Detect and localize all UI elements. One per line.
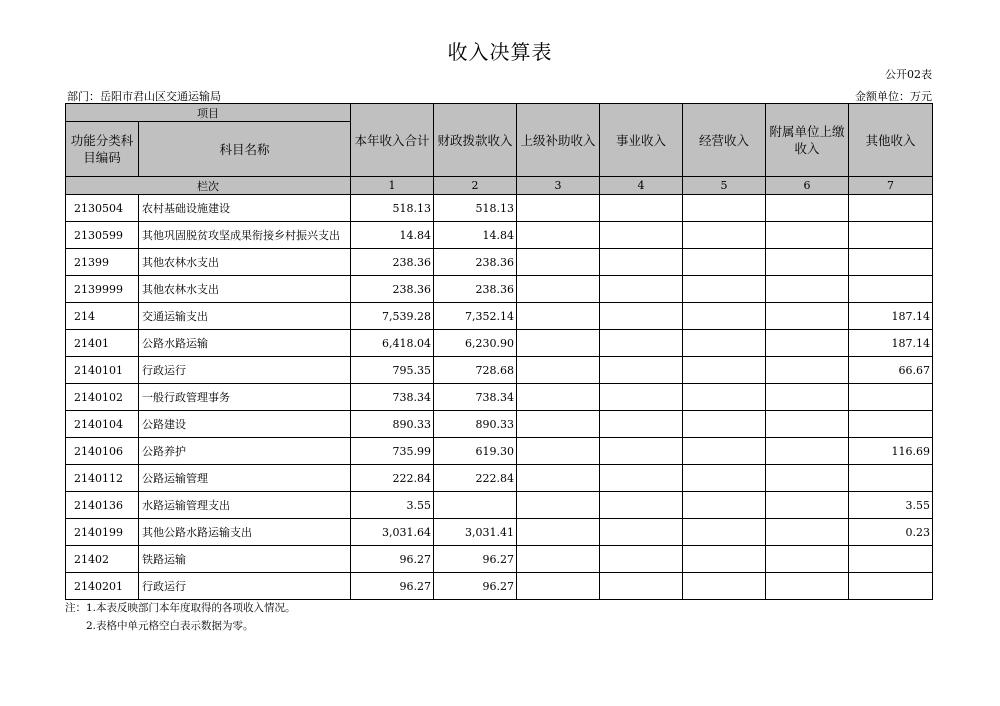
row-value — [683, 438, 766, 465]
row-name: 一般行政管理事务 — [139, 384, 351, 411]
row-code: 2140101 — [66, 357, 139, 384]
row-value — [849, 195, 933, 222]
header-name: 科目名称 — [139, 122, 351, 177]
row-value — [600, 330, 683, 357]
row-value: 187.14 — [849, 303, 933, 330]
row-value — [600, 519, 683, 546]
row-value: 6,418.04 — [351, 330, 434, 357]
row-value: 738.34 — [351, 384, 434, 411]
row-code: 2140199 — [66, 519, 139, 546]
row-value — [683, 411, 766, 438]
col-number: 2 — [434, 177, 517, 195]
row-value: 3,031.64 — [351, 519, 434, 546]
row-code: 2139999 — [66, 276, 139, 303]
report-title: 收入决算表 — [447, 40, 553, 64]
row-value — [766, 303, 849, 330]
row-value — [766, 384, 849, 411]
col-number: 1 — [351, 177, 434, 195]
income-table — [65, 103, 933, 600]
row-value: 7,352.14 — [434, 303, 517, 330]
row-value — [600, 465, 683, 492]
row-value — [766, 546, 849, 573]
row-value — [766, 330, 849, 357]
row-code: 2130504 — [66, 195, 139, 222]
row-value: 0.23 — [849, 519, 933, 546]
table-row — [66, 384, 933, 411]
table-row — [66, 357, 933, 384]
row-value — [600, 357, 683, 384]
row-value — [683, 465, 766, 492]
row-value — [849, 573, 933, 600]
row-value — [766, 438, 849, 465]
row-value — [517, 384, 600, 411]
row-value — [683, 276, 766, 303]
table-row — [66, 492, 933, 519]
col-header-3: 上级补助收入 — [517, 104, 600, 177]
row-value: 518.13 — [434, 195, 517, 222]
row-value — [683, 573, 766, 600]
table-row — [66, 573, 933, 600]
row-name: 其他农林水支出 — [139, 249, 351, 276]
col-header-6: 附属单位上缴收入 — [766, 104, 849, 177]
row-value — [766, 411, 849, 438]
row-value — [766, 573, 849, 600]
row-value — [683, 546, 766, 573]
table-row — [66, 195, 933, 222]
row-value — [766, 276, 849, 303]
row-value: 518.13 — [351, 195, 434, 222]
row-value — [600, 195, 683, 222]
row-value — [683, 303, 766, 330]
row-value — [517, 222, 600, 249]
col-number: 4 — [600, 177, 683, 195]
row-name: 行政运行 — [139, 573, 351, 600]
row-code: 21399 — [66, 249, 139, 276]
row-value: 14.84 — [351, 222, 434, 249]
col-number: 5 — [683, 177, 766, 195]
row-value — [766, 222, 849, 249]
row-value: 890.33 — [434, 411, 517, 438]
row-code: 2140136 — [66, 492, 139, 519]
note-1: 注：1.本表反映部门本年度取得的各项收入情况。 — [65, 602, 296, 614]
row-name: 公路养护 — [139, 438, 351, 465]
row-value: 96.27 — [434, 573, 517, 600]
row-name: 公路运输管理 — [139, 465, 351, 492]
row-code: 2140201 — [66, 573, 139, 600]
row-value: 222.84 — [434, 465, 517, 492]
row-value: 3.55 — [849, 492, 933, 519]
row-value: 795.35 — [351, 357, 434, 384]
row-value: 96.27 — [434, 546, 517, 573]
col-number: 3 — [517, 177, 600, 195]
row-value — [766, 519, 849, 546]
row-value — [517, 573, 600, 600]
table-row — [66, 330, 933, 357]
row-value — [849, 411, 933, 438]
col-header-5: 经营收入 — [683, 104, 766, 177]
row-value: 66.67 — [849, 357, 933, 384]
row-name: 其他巩固脱贫攻坚成果衔接乡村振兴支出 — [139, 222, 351, 249]
row-value — [600, 303, 683, 330]
table-row — [66, 303, 933, 330]
row-value: 14.84 — [434, 222, 517, 249]
row-value: 238.36 — [351, 276, 434, 303]
form-number: 公开02表 — [885, 68, 932, 81]
row-value — [849, 249, 933, 276]
row-value — [849, 276, 933, 303]
row-value — [683, 384, 766, 411]
row-value: 222.84 — [351, 465, 434, 492]
table-row — [66, 519, 933, 546]
department-label: 部门：岳阳市君山区交通运输局 — [67, 90, 221, 103]
row-value — [434, 492, 517, 519]
row-name: 公路水路运输 — [139, 330, 351, 357]
row-value — [517, 465, 600, 492]
row-value — [600, 276, 683, 303]
row-code: 2140112 — [66, 465, 139, 492]
row-code: 2130599 — [66, 222, 139, 249]
row-value: 890.33 — [351, 411, 434, 438]
row-value — [517, 546, 600, 573]
row-value: 3.55 — [351, 492, 434, 519]
row-value — [849, 222, 933, 249]
row-value: 3,031.41 — [434, 519, 517, 546]
col-header-4: 事业收入 — [600, 104, 683, 177]
row-value — [517, 330, 600, 357]
header-code: 功能分类科目编码 — [66, 122, 139, 177]
row-value — [766, 465, 849, 492]
col-header-1: 本年收入合计 — [351, 104, 434, 177]
row-value — [517, 303, 600, 330]
col-header-2: 财政拨款收入 — [434, 104, 517, 177]
row-value: 96.27 — [351, 546, 434, 573]
row-value: 6,230.90 — [434, 330, 517, 357]
row-name: 公路建设 — [139, 411, 351, 438]
row-name: 水路运输管理支出 — [139, 492, 351, 519]
row-value — [849, 546, 933, 573]
row-name: 其他公路水路运输支出 — [139, 519, 351, 546]
row-value — [683, 519, 766, 546]
row-value — [600, 573, 683, 600]
row-value — [766, 195, 849, 222]
col-number: 6 — [766, 177, 849, 195]
row-value: 238.36 — [434, 249, 517, 276]
row-value — [683, 330, 766, 357]
row-value: 238.36 — [434, 276, 517, 303]
row-value — [683, 492, 766, 519]
row-value — [517, 492, 600, 519]
footnotes — [65, 599, 296, 635]
row-name: 行政运行 — [139, 357, 351, 384]
row-value: 728.68 — [434, 357, 517, 384]
row-value — [517, 438, 600, 465]
row-value — [600, 438, 683, 465]
row-name: 铁路运输 — [139, 546, 351, 573]
row-value — [517, 249, 600, 276]
row-value — [849, 384, 933, 411]
header-item: 项目 — [66, 104, 351, 122]
row-code: 2140102 — [66, 384, 139, 411]
row-value — [517, 195, 600, 222]
row-index-label: 栏次 — [66, 177, 351, 195]
row-code: 21402 — [66, 546, 139, 573]
table-row — [66, 546, 933, 573]
row-value — [600, 492, 683, 519]
row-value: 738.34 — [434, 384, 517, 411]
row-code: 2140104 — [66, 411, 139, 438]
row-value — [600, 222, 683, 249]
row-value — [517, 519, 600, 546]
row-value: 238.36 — [351, 249, 434, 276]
row-value — [683, 249, 766, 276]
row-code: 21401 — [66, 330, 139, 357]
row-value — [683, 357, 766, 384]
row-value — [600, 411, 683, 438]
row-value — [683, 222, 766, 249]
row-code: 214 — [66, 303, 139, 330]
row-name: 其他农林水支出 — [139, 276, 351, 303]
row-value: 735.99 — [351, 438, 434, 465]
amount-unit-label: 金额单位：万元 — [855, 90, 932, 103]
table-row — [66, 411, 933, 438]
row-value — [517, 411, 600, 438]
row-name: 交通运输支出 — [139, 303, 351, 330]
row-value — [600, 249, 683, 276]
table-row — [66, 276, 933, 303]
table-row — [66, 222, 933, 249]
row-value: 96.27 — [351, 573, 434, 600]
row-value: 619.30 — [434, 438, 517, 465]
row-value — [517, 357, 600, 384]
row-value — [683, 195, 766, 222]
row-value — [517, 276, 600, 303]
table-row — [66, 249, 933, 276]
row-value: 7,539.28 — [351, 303, 434, 330]
table-row — [66, 438, 933, 465]
row-value: 187.14 — [849, 330, 933, 357]
row-value — [849, 465, 933, 492]
row-value — [766, 492, 849, 519]
table-row — [66, 465, 933, 492]
row-value: 116.69 — [849, 438, 933, 465]
col-header-7: 其他收入 — [849, 104, 933, 177]
row-code: 2140106 — [66, 438, 139, 465]
row-name: 农村基础设施建设 — [139, 195, 351, 222]
row-value — [600, 384, 683, 411]
note-2: 2.表格中单元格空白表示数据为零。 — [86, 620, 254, 632]
col-number: 7 — [849, 177, 933, 195]
row-value — [766, 357, 849, 384]
row-value — [766, 249, 849, 276]
row-value — [600, 546, 683, 573]
